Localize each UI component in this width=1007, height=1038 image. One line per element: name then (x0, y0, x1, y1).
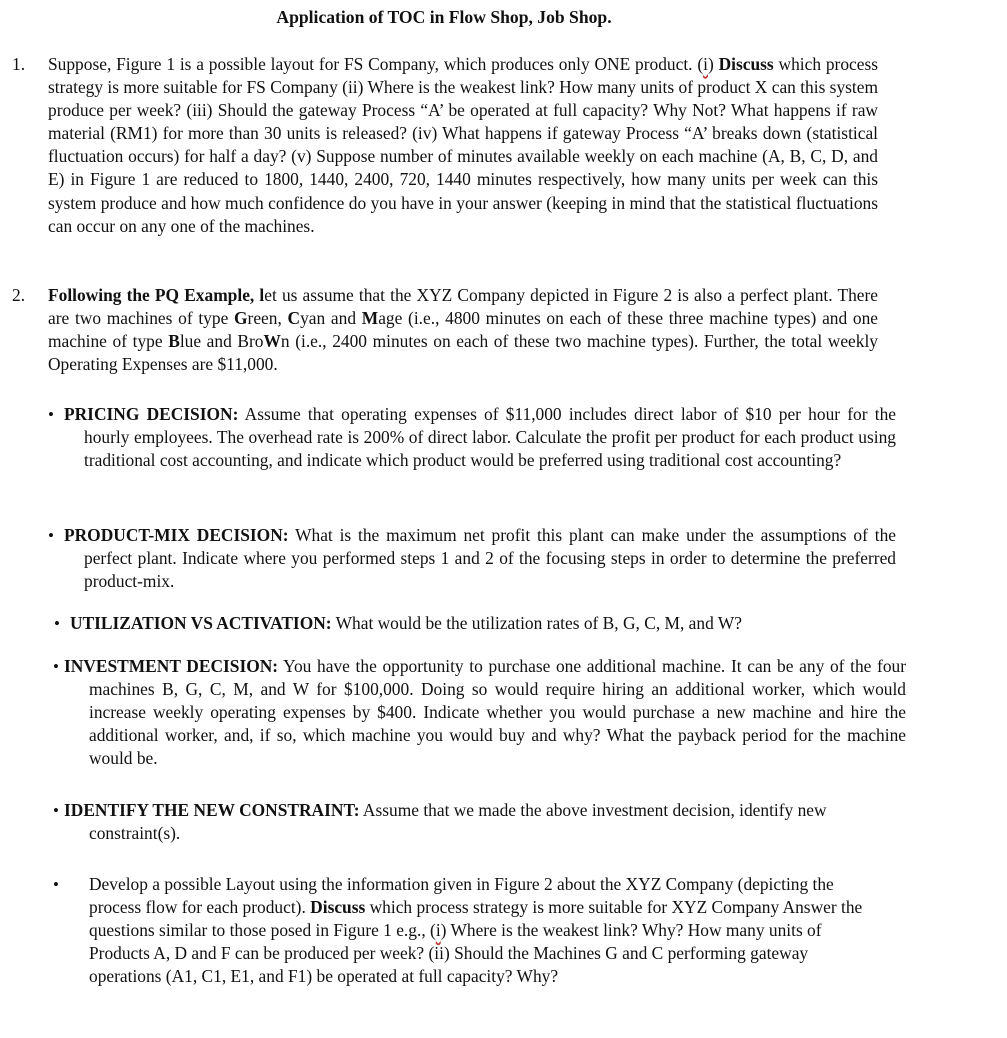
pricing-label: PRICING DECISION: (64, 404, 239, 424)
bullet-constraint-glyph: • (53, 801, 59, 820)
q2-t3: yan and (300, 308, 362, 329)
q1-discuss: Discuss (718, 54, 774, 74)
constraint-text: Assume that we made the above investment decision, identify new constraint(s). (89, 800, 827, 844)
q1-roman-i: i (703, 54, 708, 74)
bullet-invest-glyph: • (53, 657, 59, 676)
q2-bold-lead: Following the PQ Example, l (48, 285, 265, 305)
bullet-utilization-vs-activation (70, 612, 882, 635)
question-1-number: 1. (12, 54, 26, 74)
bullet-product-mix-decision (64, 524, 896, 593)
layout-c: ) Where is the weakest link? Why? How many units of Products A, D and F can be produced per week? (ii) Should the Machines G and C performing gateway operations (A1, C1, E1, and F1) be operated at full capacity? Why? (89, 920, 822, 987)
mix-label: PRODUCT-MIX DECISION: (64, 525, 289, 545)
q2-c: C (287, 308, 301, 329)
util-text: What would be the utilization rates of B, G, C, M, and W? (331, 613, 742, 633)
bullet-util-glyph: • (54, 614, 60, 633)
q2-t4: age (i.e., 4800 minutes on each of these three machine types) and one machine of type (48, 308, 879, 352)
q2-t2: reen, (247, 308, 288, 329)
bullet-investment-decision (64, 655, 906, 770)
q1-part-a: Suppose, Figure 1 is a possible layout for FS Company, which produces only ONE product. ( (48, 54, 704, 74)
q2-bl: B (168, 331, 180, 352)
invest-label: INVESTMENT DECISION: (64, 656, 279, 676)
bullet-layout-glyph: • (53, 875, 59, 894)
q2-g: G (234, 308, 248, 329)
mix-text: What is the maximum net profit this plant can make under the assumptions of the perfect plant. Indicate where you performed steps 1 and 2 of the focusing steps in order to determine the preferred product-mix. (84, 525, 896, 592)
question-2-text (48, 284, 878, 376)
q2-t6: n (i.e., 2400 minutes on each of these two machine types). Further, the total weekly Operating Expenses are $11,000. (48, 331, 878, 375)
question-2-number: 2. (12, 285, 26, 305)
q2-m: M (361, 308, 379, 329)
q2-t1: et us assume that the XYZ Company depicted in Figure 2 is also a perfect plant. There are two machines of type (48, 285, 878, 329)
q2-t5: lue and Bro (179, 331, 264, 352)
q2-w: W (263, 331, 281, 352)
pricing-text: Assume that operating expenses of $11,000 includes direct labor of $10 per hour for the hourly employees. The overhead rate is 200% of direct labor. Calculate the profit per product for each product using traditional cost accounting, and indicate which product would be preferred using traditional cost accounting? (84, 404, 897, 471)
layout-roman-i: i (435, 920, 441, 941)
util-label: UTILIZATION VS ACTIVATION: (70, 613, 332, 633)
bullet-pricing-glyph: • (48, 405, 54, 424)
layout-a: Develop a possible Layout using the information given in Figure 2 about the XYZ Company (depicting the process flow for each product). (89, 874, 834, 918)
bullet-mix-glyph: • (48, 526, 54, 545)
question-1-text (48, 53, 878, 238)
q1-part-b: ) (707, 54, 719, 74)
bullet-develop-layout (89, 873, 879, 988)
invest-text: You have the opportunity to purchase one additional machine. It can be any of the four machines B, G, C, M, and W for $100,000. Doing so would require hiring an additional worker, which would increase weekly operating expenses by $400. Indicate whether you would purchase a new machine and hire the additional worker, and, if so, which machine you would buy and why? What the payback period for the machine would be. (89, 656, 907, 769)
bullet-pricing-decision (64, 403, 896, 472)
page-title: Application of TOC in Flow Shop, Job Shop. (276, 7, 612, 27)
layout-discuss: Discuss (310, 897, 366, 918)
layout-b: which process strategy is more suitable for XYZ Company Answer the questions similar to those posed in Figure 1 e.g., ( (89, 897, 863, 941)
constraint-label: IDENTIFY THE NEW CONSTRAINT: (64, 800, 360, 820)
q1-part-c: which process strategy is more suitable for FS Company (ii) Where is the weakest link? How many units of product X can this system produce per week? (iii) Should the gateway Process “A’ be operated at full capacity? Why Not? What happens if raw material (RM1) for more than 30 units is released? (iv) What happens if gateway Process “A’ breaks down (statistical fluctuation occurs) for half a day? (v) Suppose number of minutes available weekly on each machine (A, B, C, D, and E) in Figure 1 are reduced to 1800, 1440, 2400, 720, 1440 minutes respectively, how many units per week can this system produce and how much confidence do you have in your answer (keeping in mind that the statistical fluctuations can occur on any one of the machines. (48, 54, 878, 236)
bullet-identify-new-constraint (64, 799, 889, 845)
